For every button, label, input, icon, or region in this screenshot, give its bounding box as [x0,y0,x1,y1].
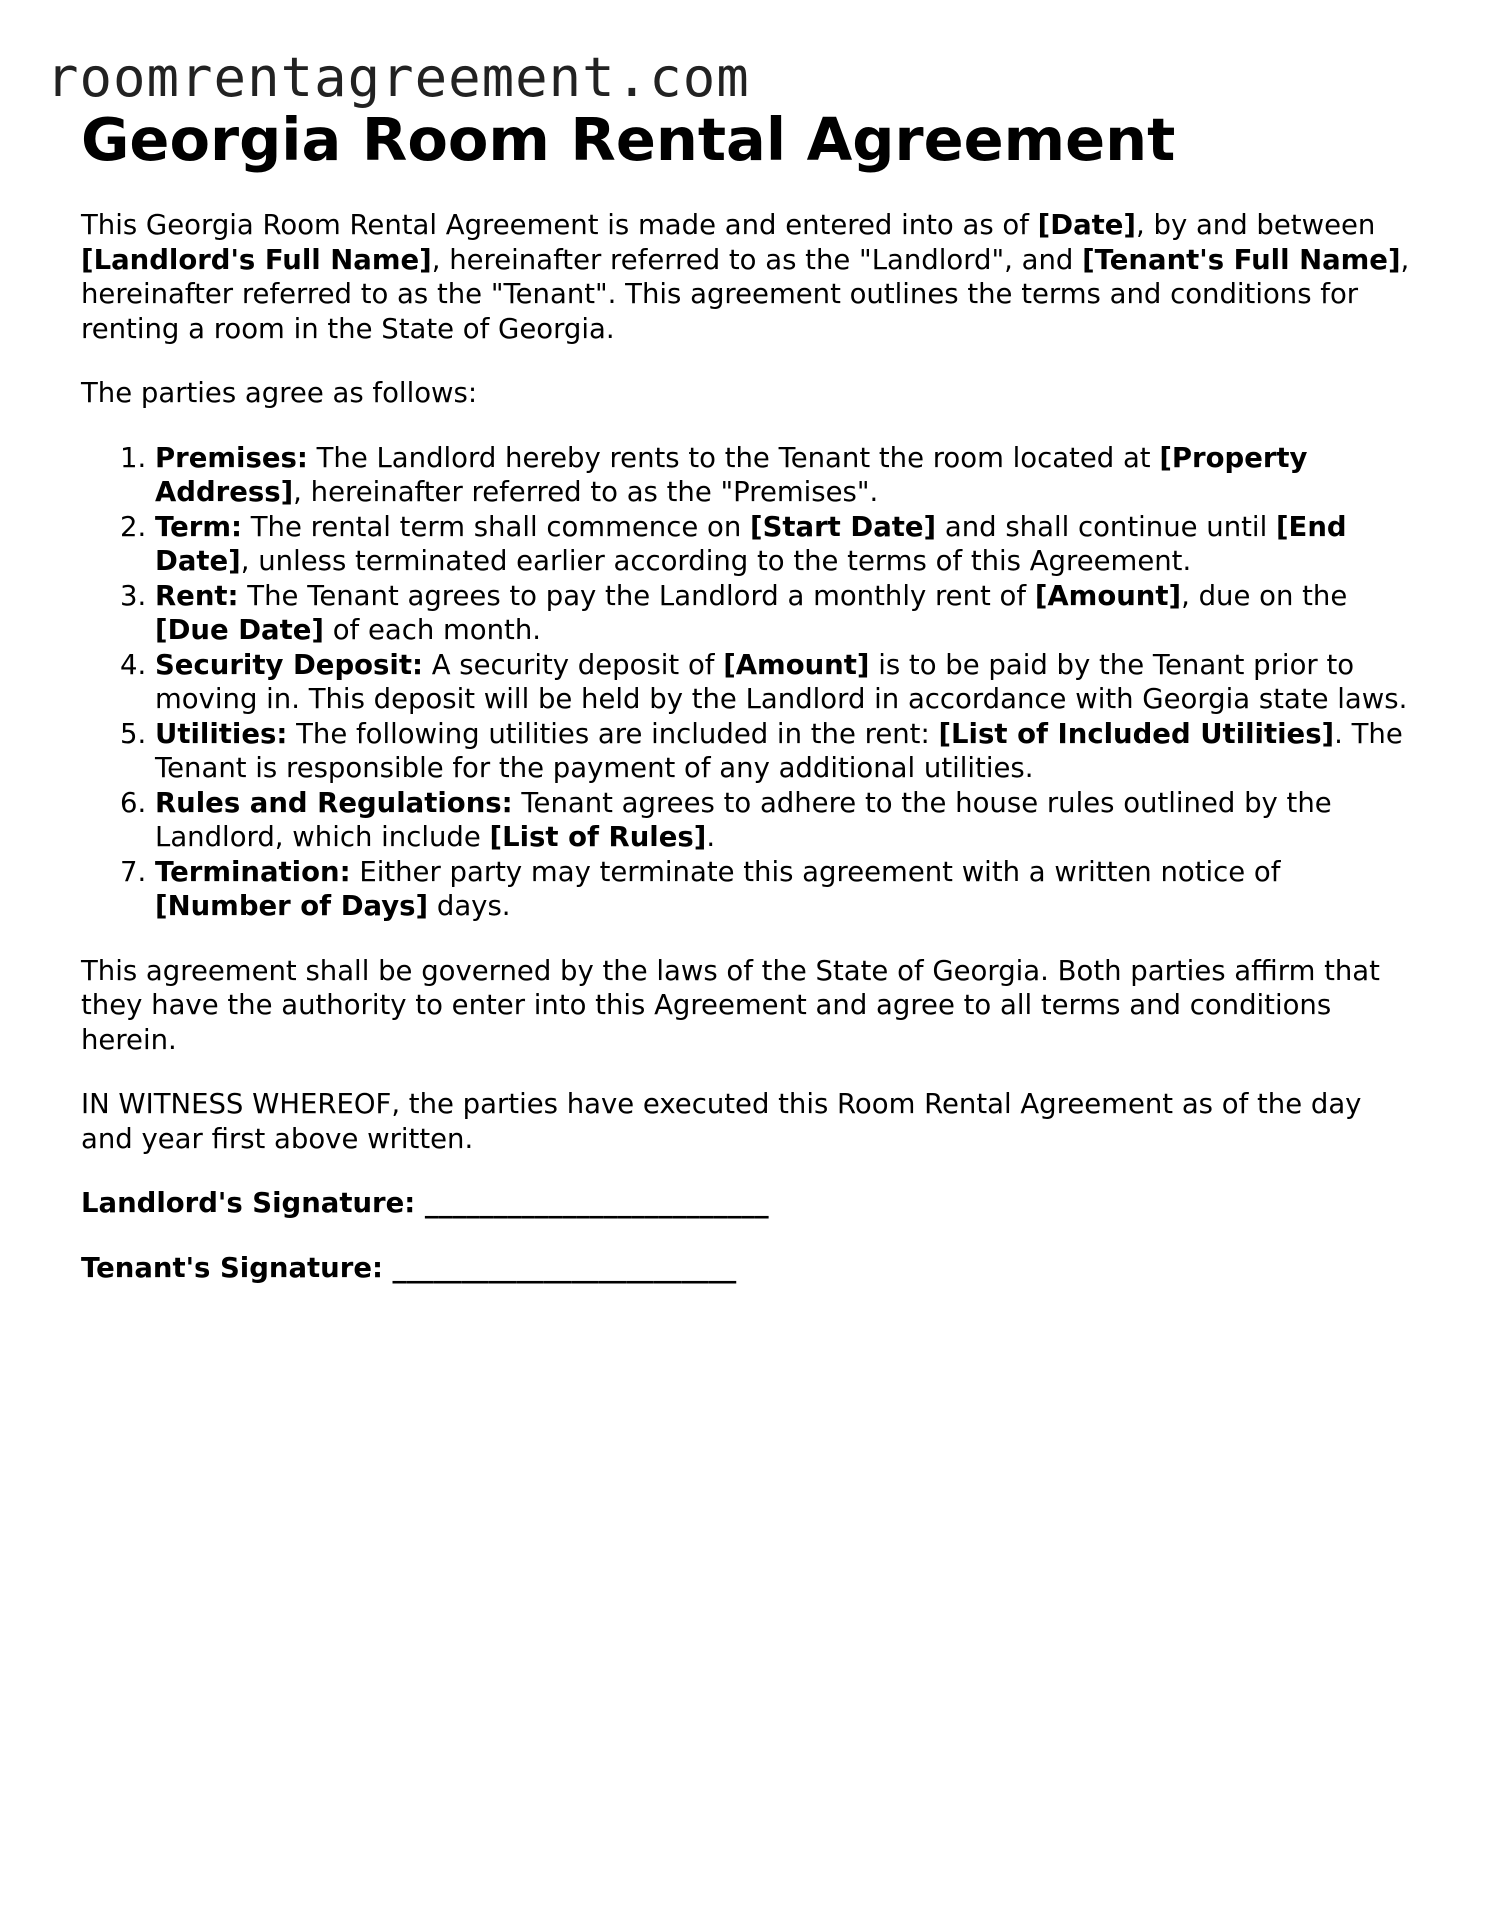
term-heading: Term: [155,510,242,543]
rent-amount-field: [Amount] [1034,579,1182,612]
tenant-signature-line: Tenant's Signature: _________________________ [81,1251,737,1284]
utilities-list-field: [List of Included Utilities] [938,717,1335,750]
term-text: is to be paid by the Tenant prior to moving in. This deposit will be held by the Landlord in accordance with Georgia state laws. [155,648,1408,715]
term-security-deposit [155,648,1421,717]
term-heading: Rent: [155,579,239,612]
term-text: The Landlord hereby rents to the Tenant the room located at [307,441,1160,474]
property-address-field: [Property Address] [155,441,1308,508]
term-heading: Termination: [155,855,351,888]
document-title: Georgia Room Rental Agreement [81,105,1176,174]
intro-text: This Georgia Room Rental Agreement is made and entered into as of [81,209,1038,241]
term-text: , unless terminated earlier according to the terms of this Agreement. [240,545,1192,577]
tenant-name-field: [Tenant's Full Name] [1082,243,1401,276]
term-text: The Tenant agrees to pay the Landlord a monthly rent of [238,579,1035,612]
term-utilities [155,717,1421,786]
deposit-amount-field: [Amount] [723,648,870,681]
intro-paragraph [81,208,1421,346]
term-heading: Utilities: [155,717,288,750]
governing-law-paragraph: This agreement shall be governed by the laws of the State of Georgia. Both parties affirm that they have the authority to enter into this Agreement and agree to all terms and conditions herein. [81,954,1380,1056]
term-text: . [706,821,716,853]
term-text: . The Tenant is responsible for the payment of any additional utilities. [155,717,1403,784]
term-heading: Rules and Regulations: [155,786,513,819]
intro-text: , by and between [1136,209,1376,241]
notice-days-field: [Number of Days] [155,890,429,922]
intro-text: , hereinafter referred to as the "Tenant". This agreement outlines the terms and conditions for renting a room in the State of Georgia. [81,243,1410,345]
end-date-field: [End Date] [155,510,1347,577]
start-date-field: [Start Date] [750,510,937,543]
agreement-document [81,100,1421,1315]
term-text: The following utilities are included in the rent: [287,717,939,750]
term-heading: Security Deposit: [155,648,423,681]
intro-text: , hereinafter referred to as the "Landlord", and [431,243,1083,276]
landlord-name-field: [Landlord's Full Name] [81,243,432,276]
witness-paragraph: IN WITNESS WHEREOF, the parties have executed this Room Rental Agreement as of the day and year first above written. [81,1088,1362,1155]
term-rules [155,786,1421,855]
landlord-signature-line: Landlord's Signature: _________________________ [81,1187,769,1219]
parties-agree-text: The parties agree as follows: [81,377,478,409]
term-text: Either party may terminate this agreement with a written notice of [350,855,1281,888]
rules-list-field: [List of Rules] [489,821,707,853]
term-text: , hereinafter referred to as the "Premises". [293,476,879,508]
date-field: [Date] [1037,209,1136,241]
term-text: A security deposit of [422,648,724,681]
term-heading: Premises: [155,441,308,474]
term-termination [155,855,1421,924]
term-premises [155,441,1421,510]
site-watermark: roomrentagreement.com [46,46,750,109]
term-text: and shall continue until [936,510,1276,543]
due-date-field: [Due Date] [155,614,324,646]
term-text: days. [428,890,511,922]
term-text: of each month. [323,614,541,646]
term-text: , due on the [1181,579,1348,612]
term-text: Tenant agrees to adhere to the house rules outlined by the Landlord, which include [155,786,1332,853]
term-text: The rental term shall commence on [241,510,751,543]
term-rent [155,579,1421,648]
terms-list [81,441,1421,924]
term-term [155,510,1421,579]
